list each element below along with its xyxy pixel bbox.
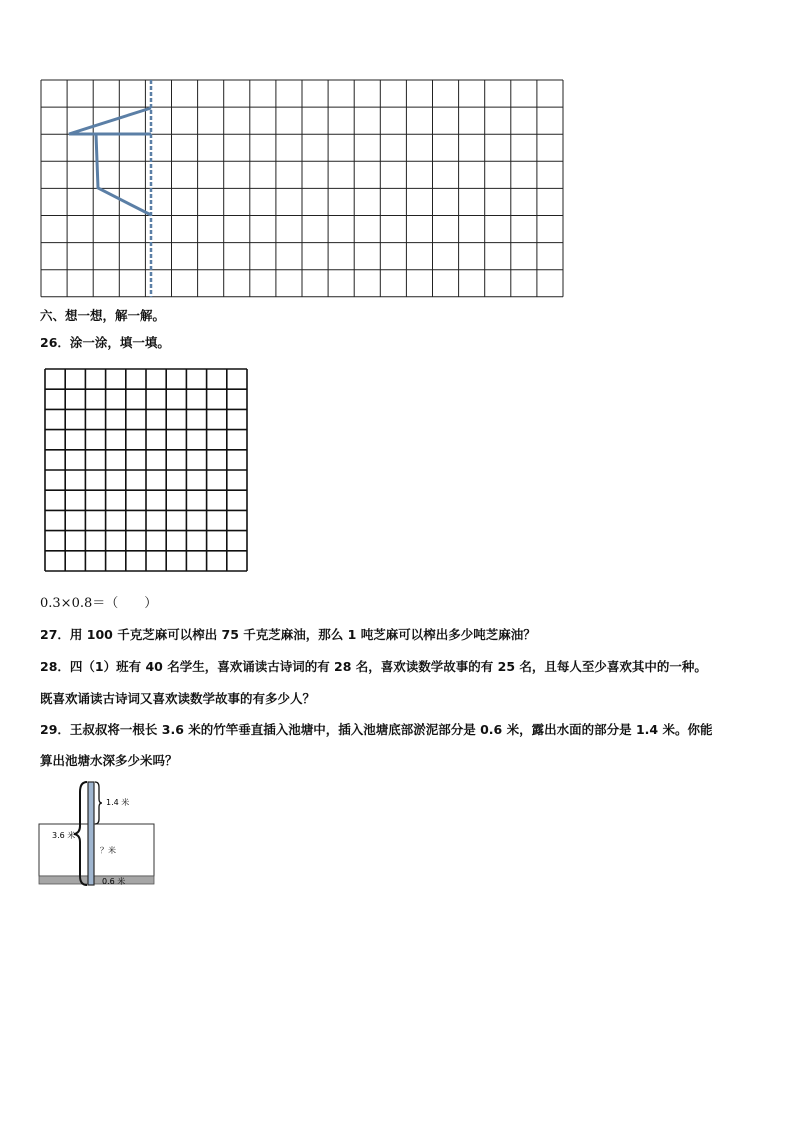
half-figure-shape [69,108,151,134]
question-28-line2: 既喜欢诵读古诗词又喜欢读数学故事的有多少人？ [40,691,316,706]
top-segment-brace [95,782,102,824]
half-figure-shape-lower [96,134,151,215]
question-29-line2: 算出池塘水深多少米吗？ [40,753,178,768]
pond-mud [39,876,154,884]
top-segment-label: 1.4 米 [106,798,130,807]
question-27-text: 27．用 100 千克芝麻可以榨出 75 千克芝麻油，那么 1 吨芝麻可以榨出多少吨芝麻油？ [40,627,536,642]
symmetry-grid-figure [0,0,794,310]
question-29-line1: 29．王叔叔将一根长 3.6 米的竹竿垂直插入池塘中，插入池塘底部淤泥部分是 0.6 米，露出水面的部分是 1.4 米。你能 [40,722,713,737]
bamboo-pole [88,782,94,885]
section-six-heading: 六、想一想，解一解。 [40,308,166,323]
mud-segment-label: 0.6 米 [102,877,126,886]
water-depth-label: ？米 [100,846,116,855]
total-length-label: 3.6 米 [52,831,76,840]
question-26-formula: 0.3×0.8＝（ ） [40,596,158,611]
symmetry-grid [41,80,563,297]
pond-pole-diagram [30,778,170,890]
hundred-square-grid [40,366,252,576]
question-26-prompt: 26．涂一涂，填一填。 [40,335,170,350]
question-28-line1: 28．四（1）班有 40 名学生，喜欢诵读古诗词的有 28 名，喜欢读数学故事的有 25 名，且每人至少喜欢其中的一种。 [40,659,707,674]
